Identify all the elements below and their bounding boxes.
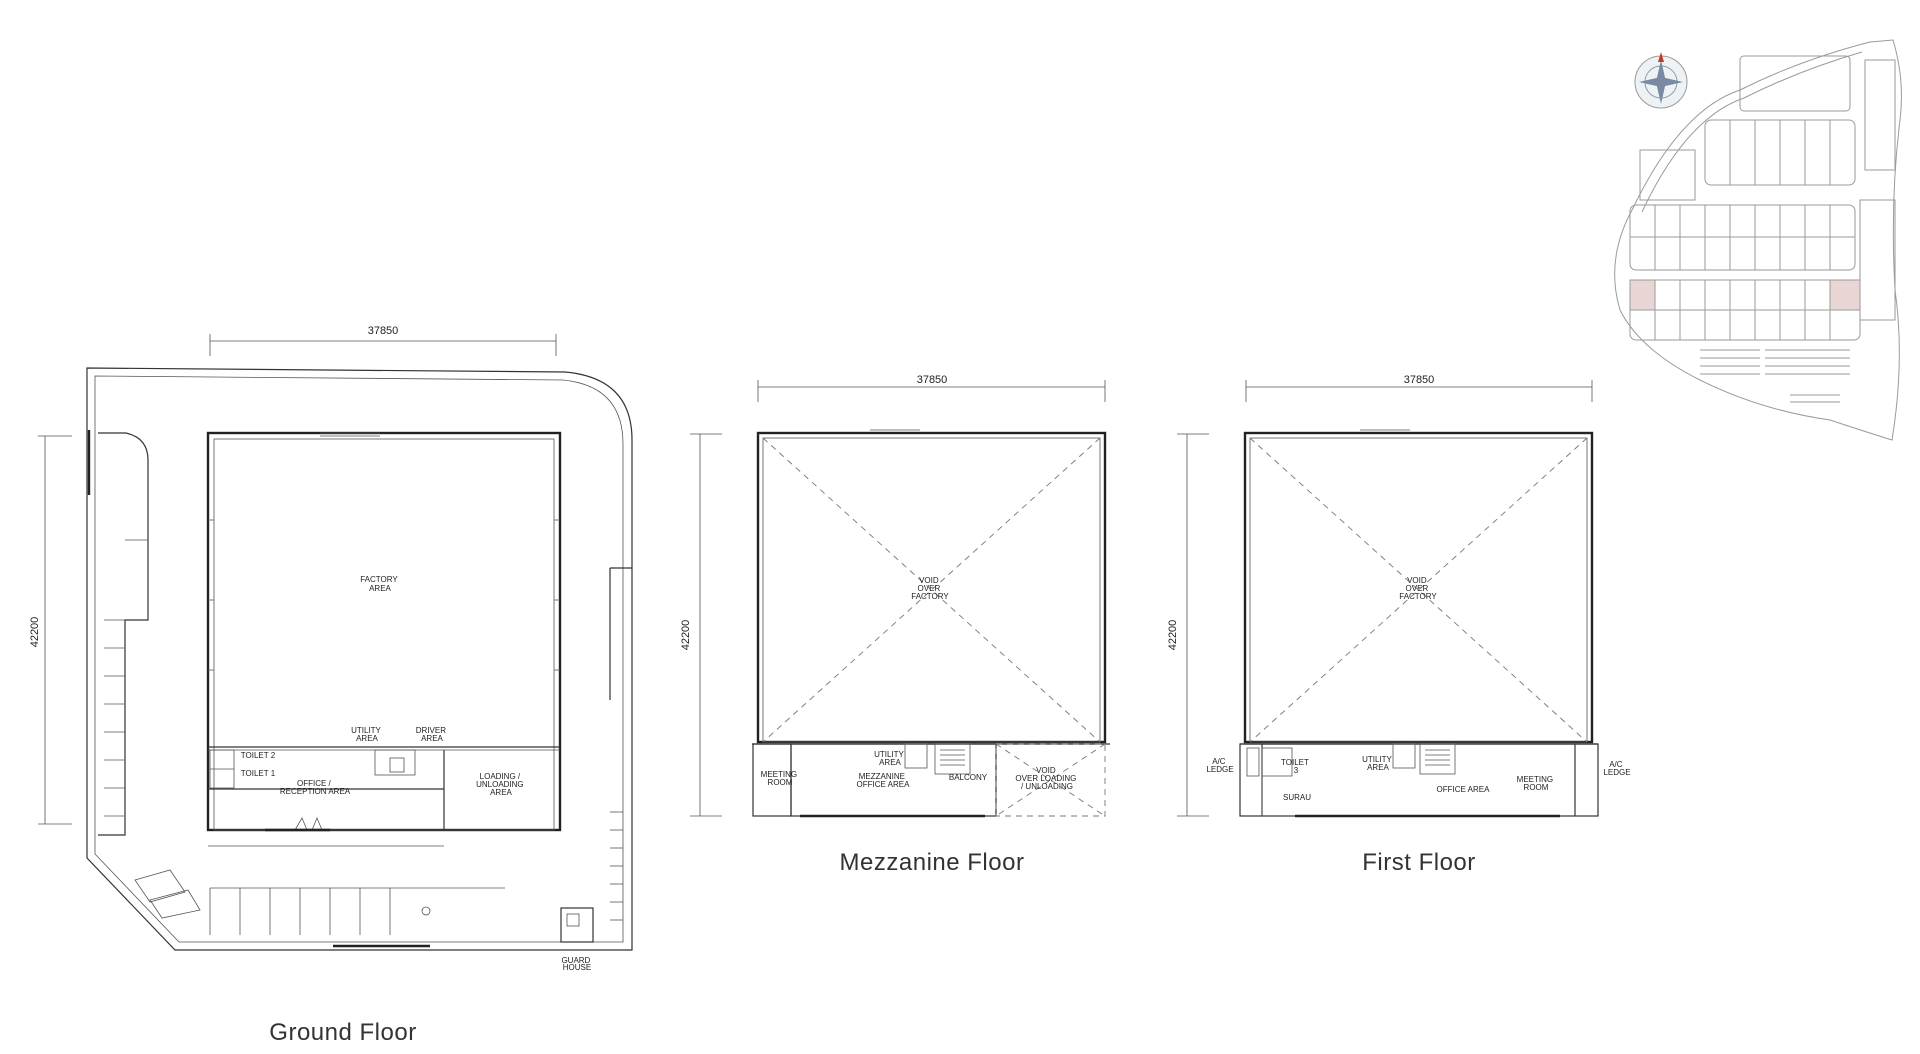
- loading-area-label: LOADING / UNLOADING AREA: [476, 772, 524, 797]
- first-floor-title: First Floor: [1362, 849, 1476, 876]
- site-key-plan: [1615, 40, 1902, 440]
- guard-house-label: GUARD HOUSE: [561, 956, 592, 972]
- first-office-area-label: OFFICE AREA: [1436, 785, 1490, 794]
- ground-width-dimension: [210, 325, 556, 356]
- ground-width-label: 37850: [367, 325, 399, 337]
- ground-utility-area-label: UTILITY AREA: [351, 726, 381, 743]
- mezzanine-void-factory-label: VOID OVER FACTORY: [911, 576, 949, 601]
- first-width-label: 37850: [1403, 374, 1435, 386]
- factory-area-label: FACTORY AREA: [360, 575, 398, 593]
- compass-rose-icon: [1635, 52, 1687, 108]
- mezzanine-utility-area-label: UTILITY AREA: [874, 750, 904, 767]
- first-utility-area-label: UTILITY AREA: [1362, 755, 1392, 772]
- first-ac-ledge-right-label: A/C LEDGE: [1603, 760, 1631, 777]
- first-depth-dimension: [1167, 434, 1209, 816]
- first-void-factory-label: VOID OVER FACTORY: [1399, 576, 1437, 601]
- office-reception-label: OFFICE / RECEPTION AREA: [279, 779, 351, 796]
- mezzanine-width-dimension: [758, 374, 1105, 402]
- mezzanine-office-label: MEZZANINE OFFICE AREA: [856, 772, 910, 789]
- balcony-label: BALCONY: [948, 773, 988, 782]
- mezzanine-meeting-room-label: MEETING ROOM: [760, 770, 798, 787]
- first-meeting-room-label: MEETING ROOM: [1516, 775, 1554, 792]
- ground-floor-title: Ground Floor: [269, 1019, 417, 1046]
- key-plan-highlight-lot-2: [1830, 280, 1860, 310]
- toilet-3-label: TOILET 3: [1281, 758, 1309, 775]
- surau-label: SURAU: [1282, 793, 1312, 802]
- ground-parking-left: [98, 433, 148, 835]
- ground-depth-dimension: [29, 436, 72, 824]
- ground-depth-label: 42200: [29, 616, 41, 648]
- mezzanine-floor-plan: [680, 374, 1110, 876]
- mezzanine-depth-label: 42200: [680, 619, 692, 651]
- toilet-1-label: TOILET 1: [240, 769, 276, 778]
- mezzanine-depth-dimension: [680, 434, 722, 816]
- ground-parking-bottom: [135, 870, 505, 935]
- ground-site-boundary: [87, 368, 632, 950]
- toilet-2-label: TOILET 2: [240, 751, 276, 760]
- ground-floor-plan: [29, 325, 632, 1046]
- key-plan-highlight-lot-1: [1630, 280, 1655, 310]
- guard-house: [561, 908, 593, 942]
- mezzanine-floor-title: Mezzanine Floor: [839, 849, 1025, 876]
- first-width-dimension: [1246, 374, 1592, 402]
- driver-area-label: DRIVER AREA: [415, 726, 446, 743]
- mezzanine-width-label: 37850: [916, 374, 948, 386]
- first-floor-plan: [1167, 374, 1631, 876]
- mezzanine-void-loading-label: VOID OVER LOADING / UNLOADING: [1015, 766, 1077, 791]
- disabled-parking-icon: [422, 907, 430, 915]
- ground-parking-right: [610, 568, 632, 920]
- first-ac-ledge-left-label: A/C LEDGE: [1206, 757, 1234, 774]
- first-depth-label: 42200: [1167, 619, 1179, 651]
